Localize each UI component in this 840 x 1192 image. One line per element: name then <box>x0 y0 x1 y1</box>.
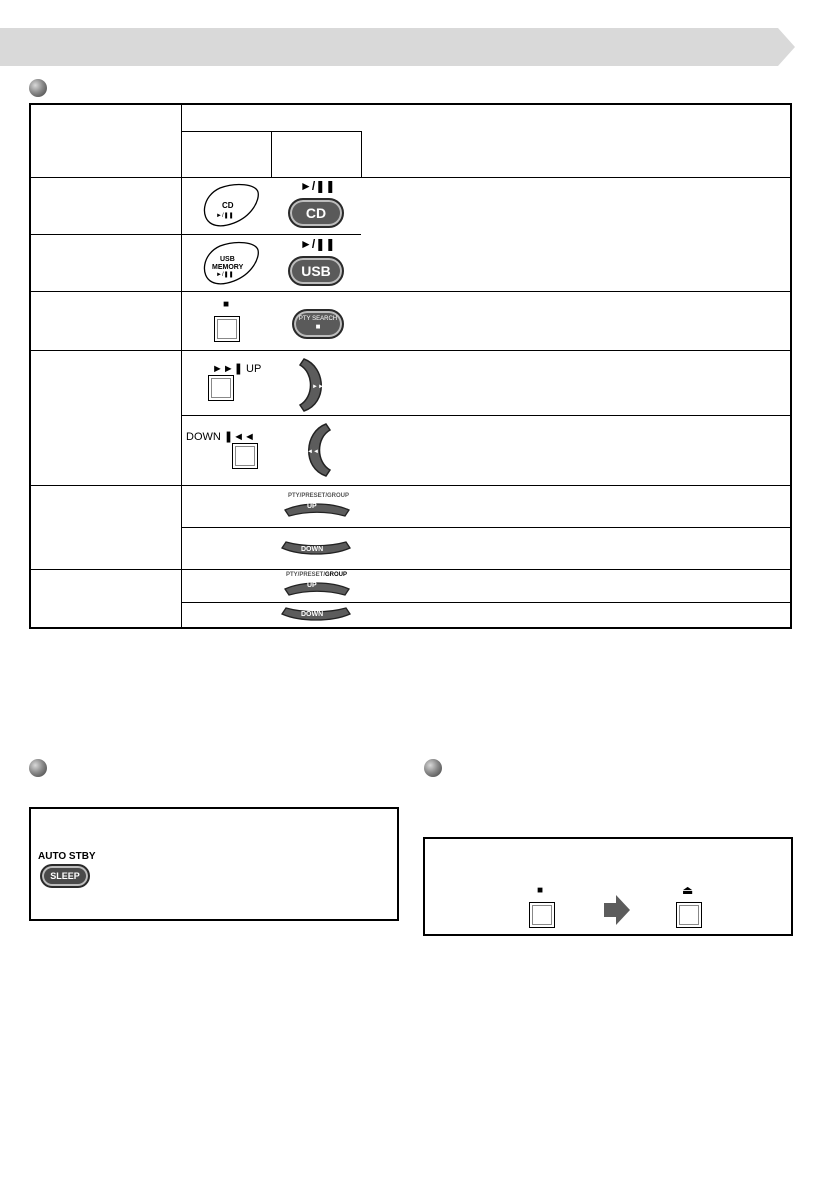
eject-stop-key[interactable] <box>529 902 555 928</box>
usb-button-line2: MEMORY <box>212 264 244 271</box>
next-up-key[interactable] <box>208 375 234 401</box>
group-up-caption-2b: GROUP <box>325 572 348 578</box>
pty-search-label: PTY SEARCH <box>298 316 338 322</box>
stop-key[interactable] <box>214 316 240 342</box>
group-down-label-2: DOWN <box>301 611 324 618</box>
svg-text:◄◄: ◄◄ <box>307 449 319 455</box>
svg-text:►►: ►► <box>312 384 324 390</box>
usb-button-unit[interactable] <box>198 240 262 286</box>
section-header-bar <box>0 28 795 66</box>
auto-standby-box <box>29 807 399 921</box>
down-prev-label: DOWN ❚◄◄ <box>186 431 255 443</box>
usb-button-sub: ►/❚❚ <box>216 272 234 278</box>
pty-search-symbol: ■ <box>315 322 321 331</box>
eject-key[interactable] <box>676 902 702 928</box>
group-up-button-1[interactable] <box>283 500 351 518</box>
next-up-label: ►►❚ UP <box>212 363 262 375</box>
down-prev-key[interactable] <box>232 443 258 469</box>
table-section-bullet <box>29 79 47 97</box>
next-skip-button[interactable] <box>298 357 330 413</box>
eject-stop-symbol: ■ <box>537 885 544 896</box>
eject-section-bullet <box>424 759 442 777</box>
stop-symbol: ■ <box>223 299 230 310</box>
sleep-button[interactable]: SLEEP <box>40 864 90 888</box>
prev-skip-button[interactable] <box>300 422 332 478</box>
pty-search-button[interactable] <box>292 309 344 339</box>
usb-remote-play-pause: ►/❚❚ <box>300 237 336 251</box>
usb-remote-button[interactable]: USB <box>288 256 344 286</box>
cd-remote-button[interactable]: CD <box>288 198 344 228</box>
auto-stby-label: AUTO STBY <box>38 851 96 862</box>
group-down-label-1: DOWN <box>301 546 324 553</box>
cd-button-sub: ►/❚❚ <box>216 213 234 219</box>
cd-remote-play-pause: ►/❚❚ <box>300 179 336 193</box>
group-up-caption-1: PTY/PRESET/GROUP <box>288 493 350 499</box>
cd-button-label: CD <box>222 201 234 210</box>
operation-table <box>29 103 792 629</box>
auto-standby-bullet <box>29 759 47 777</box>
sequence-arrow-icon <box>604 895 630 925</box>
group-up-caption-2a: PTY/PRESET/ <box>286 572 326 578</box>
group-up-label-2: UP <box>307 582 317 589</box>
group-up-label-1: UP <box>307 503 317 510</box>
eject-symbol: ⏏ <box>682 883 694 897</box>
usb-button-line1: USB <box>220 256 235 263</box>
group-up-button-2[interactable] <box>283 579 351 597</box>
